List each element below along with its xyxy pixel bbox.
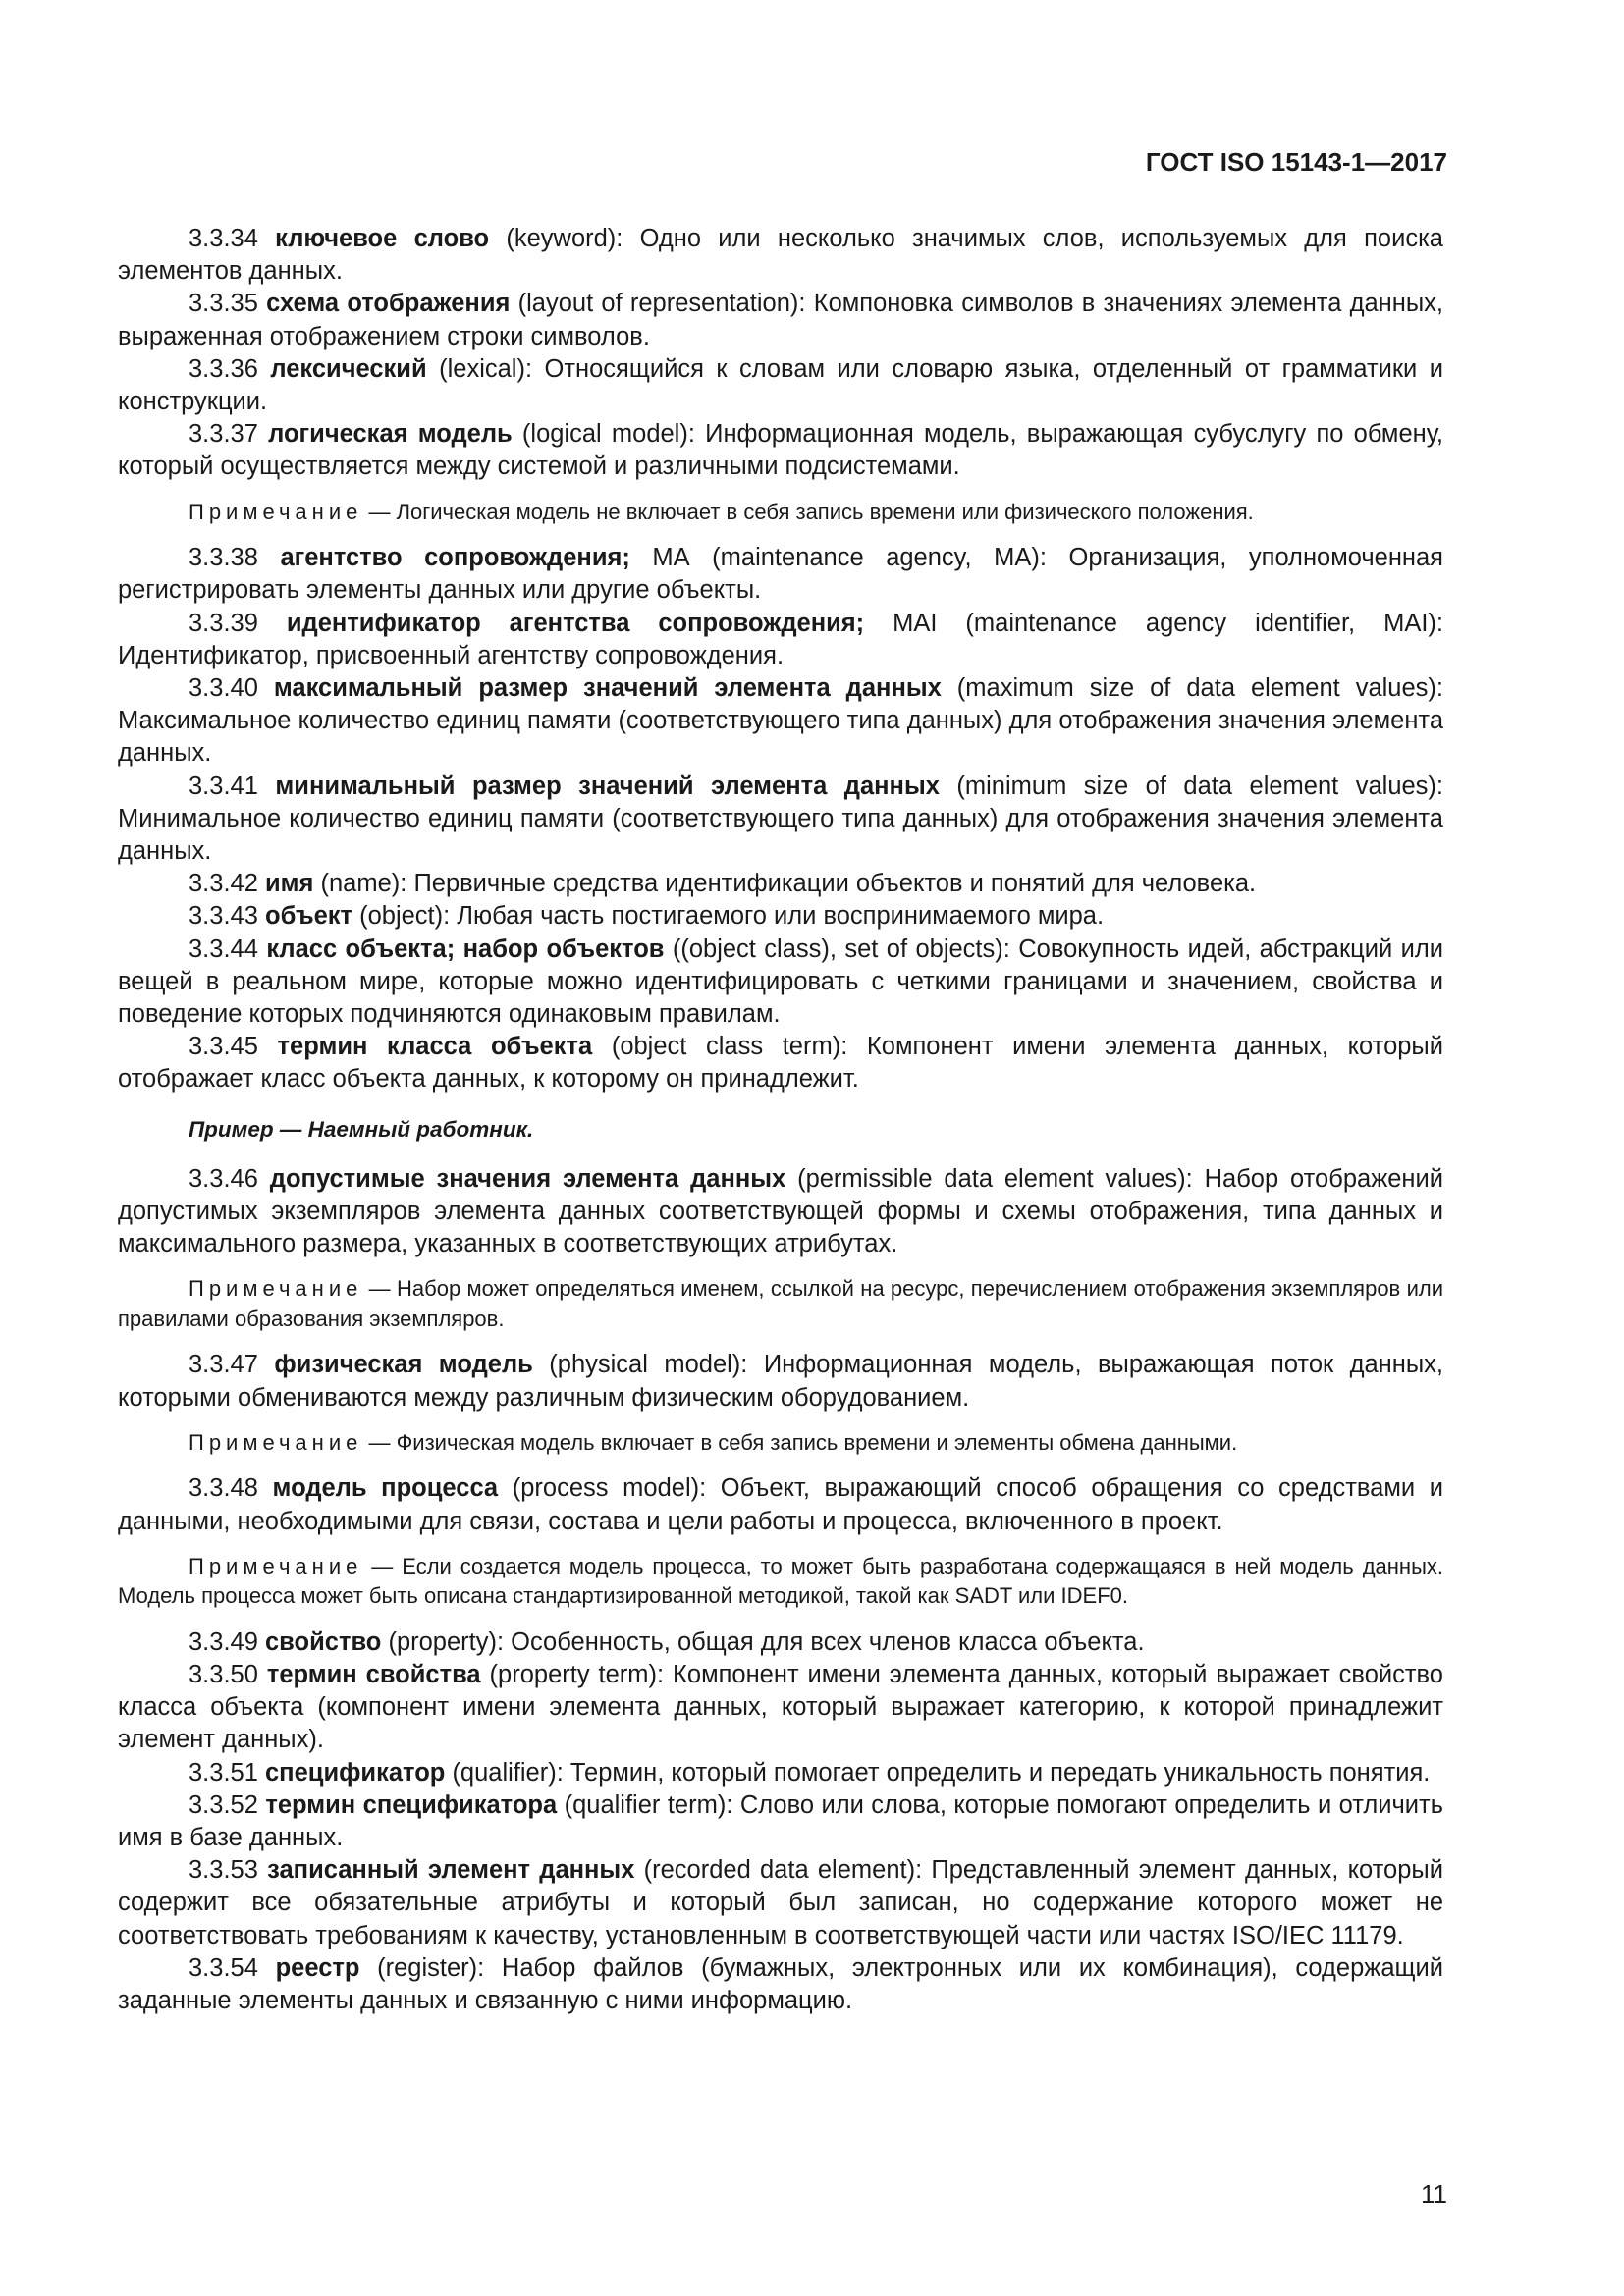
term-definition: [118, 1472, 1443, 1537]
term-name: ключевое слово: [275, 225, 490, 252]
term-name: реестр: [275, 1953, 360, 1982]
term-text: (logical model): Информационная модель, выражающая субуслугу по обмену, который осуществляется между системой и различными подсистемами.: [118, 420, 1443, 481]
example: Пример — Наемный работник.: [189, 1116, 534, 1142]
term-definition: [118, 900, 1443, 933]
note: [118, 498, 1443, 528]
term-name: термин спецификатора: [265, 1790, 558, 1819]
term-number: 3.3.50: [189, 1660, 258, 1688]
term-text: (property term): Компонент имени элемента данных, который выражает свойство класса объекта (компонент имени элемента данных, который выражает категорию, к которой принадлежит элемент данных).: [118, 1660, 1443, 1754]
term-text: (minimum size of data element values): Минимальное количество единиц памяти (соответствующего типа данных) для отображения значения элемента данных.: [118, 772, 1444, 865]
term-text: (register): Набор файлов (бумажных, электронных или их комбинация), содержащий заданные элементы данных и связанную с ними информацию.: [118, 1953, 1443, 2014]
term-definition: [118, 1163, 1443, 1261]
term-name: записанный элемент данных: [267, 1856, 635, 1885]
term-definition: [118, 672, 1443, 771]
term-name: схема отображения: [266, 290, 511, 318]
note-text: — Логическая модель не включает в себя запись времени или физического положения.: [362, 499, 1254, 524]
term-number: 3.3.43: [189, 902, 258, 931]
note-label: Примечание: [189, 1429, 363, 1455]
term-definition: [118, 1031, 1443, 1095]
term-definition: [118, 1659, 1443, 1757]
term-text: (qualifier): Термин, который помогает определить и передать уникальность понятия.: [445, 1758, 1431, 1787]
term-name: минимальный размер значений элемента данных: [275, 772, 940, 800]
document-body: [118, 223, 1443, 2017]
term-definition: [118, 868, 1443, 900]
term-definition: [118, 1757, 1443, 1789]
term-number: 3.3.37: [189, 420, 258, 449]
term-number: 3.3.46: [189, 1164, 258, 1193]
term-text: ((object class), set of objects): Совокупность идей, абстракций или вещей в реальном мире, которые можно идентифицировать с четкими границами и значением, свойства и поведение которых подчиняются одинаковым правилам.: [118, 934, 1443, 1028]
note-text: — Если создается модель процесса, то может быть разработана содержащаяся в ней модель данных. Модель процесса может быть описана стандартизированной методикой, такой как SADT или IDEF0.: [118, 1553, 1443, 1609]
term-text: (physical model): Информационная модель, выражающая поток данных, которыми обмениваются между различным физическим оборудованием.: [118, 1351, 1444, 1412]
term-definition: [118, 1789, 1443, 1854]
term-name: агентство сопровождения;: [280, 544, 630, 572]
term-definition: [118, 771, 1443, 869]
term-text: (property): Особенность, общая для всех членов класса объекта.: [381, 1628, 1145, 1656]
term-number: 3.3.53: [189, 1856, 258, 1885]
term-text: (permissible data element values): Набор отображений допустимых экземпляров элемента данных соответствующей формы и схемы отображения, типа данных и максимального размера, указанных в соответствующих атрибутах.: [118, 1164, 1444, 1258]
term-text: MAI (maintenance agency identifier, MAI): Идентификатор, присвоенный агентству сопровождения.: [118, 609, 1444, 669]
term-name: физическая модель: [274, 1351, 533, 1379]
term-text: (lexical): Относящийся к словам или словарю языка, отделенный от грамматики и конструкции.: [118, 354, 1443, 416]
term-number: 3.3.39: [189, 609, 258, 637]
note-label: Примечание: [189, 1553, 363, 1578]
term-name: логическая модель: [268, 420, 513, 449]
term-text: (object): Любая часть постигаемого или воспринимаемого мира.: [352, 902, 1105, 931]
term-name: спецификатор: [265, 1758, 446, 1787]
term-name: класс объекта; набор объектов: [266, 934, 665, 963]
term-number: 3.3.45: [189, 1033, 258, 1061]
term-name: имя: [265, 870, 314, 898]
term-definition: [118, 1349, 1443, 1414]
term-name: термин класса объекта: [277, 1033, 593, 1061]
term-name: максимальный размер значений элемента данных: [273, 673, 942, 702]
term-name: объект: [265, 902, 353, 931]
term-text: (process model): Объект, выражающий способ обращения со средствами и данными, необходимыми для связи, состава и цели работы и процесса, включенного в проект.: [118, 1474, 1443, 1535]
note-label: Примечание: [189, 499, 363, 524]
note: [118, 1274, 1443, 1334]
term-text: (recorded data element): Представленный элемент данных, который содержит все обязательные атрибуты и который был записан, но содержание которого может не соответствовать требованиям к качеству, установленным в соответствующей части или частях ISO/IEC 11179.: [118, 1856, 1443, 1949]
term-name: свойство: [265, 1628, 382, 1656]
page-number: 11: [1421, 2179, 1447, 2209]
term-text: (maximum size of data element values): Максимальное количество единиц памяти (соответствующего типа данных) для отображения значения элемента данных.: [118, 673, 1443, 768]
term-number: 3.3.54: [189, 1953, 258, 1982]
term-number: 3.3.40: [189, 673, 258, 702]
term-number: 3.3.52: [189, 1790, 258, 1819]
term-definition: [118, 1952, 1443, 2017]
note-label: Примечание: [189, 1276, 363, 1302]
term-definition: [118, 353, 1443, 418]
term-definition: [118, 934, 1443, 1032]
term-definition: [118, 608, 1443, 672]
term-text: (qualifier term): Слово или слова, которые помогают определить и отличить имя в базе данных.: [118, 1790, 1443, 1851]
term-text: (object class term): Компонент имени элемента данных, который отображает класс объекта данных, к которому он принадлежит.: [118, 1033, 1444, 1094]
term-number: 3.3.42: [189, 870, 258, 898]
term-name: идентификатор агентства сопровождения;: [286, 609, 865, 637]
term-definition: [118, 1854, 1443, 1952]
term-name: допустимые значения элемента данных: [269, 1164, 786, 1193]
term-name: модель процесса: [272, 1474, 499, 1503]
term-definition: [118, 542, 1443, 607]
term-text: МА (maintenance agency, MA): Организация, уполномоченная регистрировать элементы данных или другие объекты.: [118, 544, 1443, 605]
term-number: 3.3.47: [189, 1351, 258, 1379]
term-number: 3.3.36: [189, 354, 258, 383]
note-text: — Физическая модель включает в себя запись времени и элементы обмена данными.: [362, 1429, 1238, 1455]
term-number: 3.3.51: [189, 1758, 258, 1787]
term-text: (layout of representation): Компоновка символов в значениях элемента данных, выраженная отображением строки символов.: [118, 290, 1443, 350]
term-definition: [118, 223, 1443, 288]
term-number: 3.3.41: [189, 772, 258, 800]
document-header: ГОСТ ISO 15143-1—2017: [1145, 147, 1447, 177]
term-definition: [118, 418, 1443, 483]
term-definition: [118, 1627, 1443, 1659]
term-number: 3.3.34: [189, 225, 258, 252]
term-number: 3.3.48: [189, 1474, 258, 1503]
note: [118, 1428, 1443, 1459]
term-text: (name): Первичные средства идентификации объектов и понятий для человека.: [313, 870, 1257, 898]
term-text: (keyword): Одно или несколько значимых слов, используемых для поиска элементов данных.: [118, 225, 1443, 286]
term-number: 3.3.35: [189, 290, 258, 318]
term-number: 3.3.38: [189, 544, 258, 572]
note: [118, 1552, 1443, 1612]
term-number: 3.3.44: [189, 934, 258, 963]
term-name: лексический: [270, 354, 427, 383]
term-name: термин свойства: [266, 1660, 481, 1688]
term-definition: [118, 288, 1443, 352]
term-number: 3.3.49: [189, 1628, 258, 1656]
note-text: — Набор может определяться именем, ссылкой на ресурс, перечислением отображения экземпляров или правилами образования экземпляров.: [118, 1276, 1443, 1331]
